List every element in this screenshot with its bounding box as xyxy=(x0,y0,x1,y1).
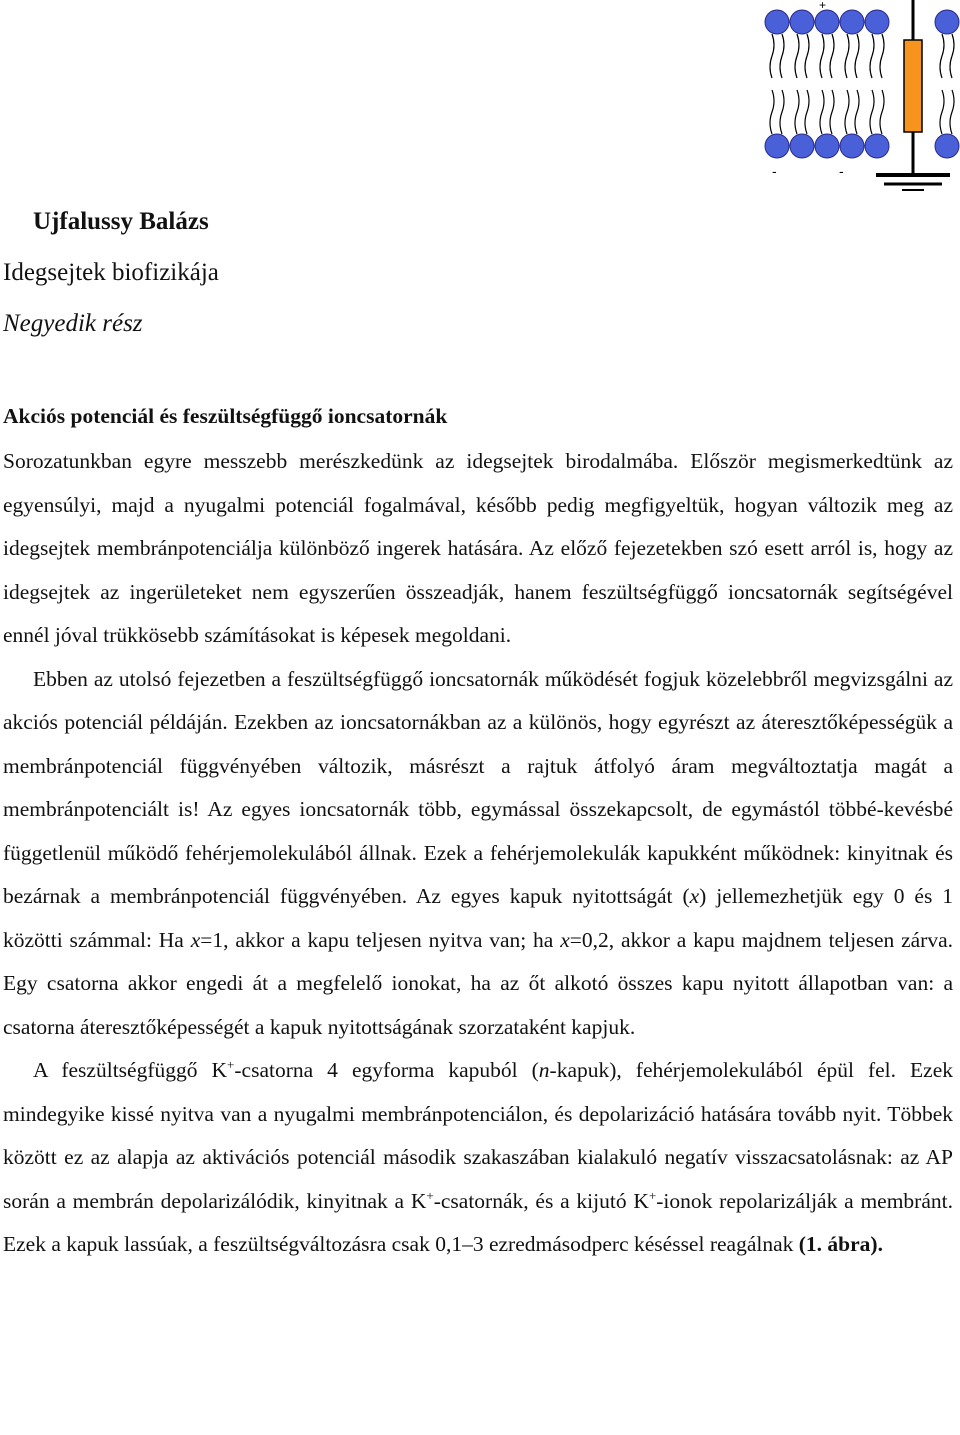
lipid-tail xyxy=(830,34,834,78)
series-title: Idegsejtek biofizikája xyxy=(3,259,219,286)
lipid-head xyxy=(840,10,864,34)
lipid-head xyxy=(765,10,789,34)
ion-channel-box xyxy=(904,40,922,132)
lipid-head xyxy=(790,134,814,158)
lipid-tail xyxy=(805,90,809,134)
lipid-tail xyxy=(845,34,849,78)
figure-reference: (1. ábra). xyxy=(798,1232,883,1256)
lipid-tail xyxy=(870,34,874,78)
lipid-head xyxy=(765,134,789,158)
lipid-head xyxy=(865,10,889,34)
lipid-tail xyxy=(805,34,809,78)
lipid-tail xyxy=(780,34,784,78)
lipid-tail xyxy=(855,90,859,134)
lipid-head xyxy=(840,134,864,158)
paragraph-2: Ebben az utolsó fejezetben a feszültségfüggő ioncsatornák működését fogjuk közelebbről megvizsgálni az akciós potenciál példáján. Ezekben az ioncsatornákban az a különös, hogy egyrészt az áteresztőképességük a membránpotenciál függvényében változik, másrészt a rajtuk átfolyó áram megváltoztatja magát a membránpotenciált is! Az egyes ioncsatornák több, egymással összekapcsolt, de egymástól többé-kevésbé függetlenül működő fehérjemolekulából állnak. Ezek a fehérjemolekulák kapukként működnek: kinyitnak és bezárnak a membránpotenciál függvényében. Az egyes kapuk nyitottságát (x) jellemezhetjük egy 0 és 1 közötti számmal: Ha x=1, akkor a kapu teljesen nyitva van; ha x=0,2, akkor a kapu majdnem teljesen zárva. Egy csatorna akkor engedi át a megfelelő ionokat, ha az őt alkotó összes kapu nyitott állapotban van: a csatorna áteresztőképességét a kapuk nyitottságának szorzataként kapjuk. xyxy=(3,666,953,1039)
lipid-tail xyxy=(950,90,954,134)
lipid-tail xyxy=(820,90,824,134)
body-text xyxy=(3,440,953,1267)
lipid-head xyxy=(865,134,889,158)
lipid-tail xyxy=(880,90,884,134)
minus-sign-2: - xyxy=(839,163,844,179)
minus-sign-1: - xyxy=(772,163,777,179)
lipid-head xyxy=(815,134,839,158)
section-title: Akciós potenciál és feszültségfüggő ioncsatornák xyxy=(3,404,448,428)
lipid-tail xyxy=(780,90,784,134)
lipid-head xyxy=(935,134,959,158)
lipid-tail xyxy=(770,34,774,78)
lipid-tail xyxy=(855,34,859,78)
paragraph-1: Sorozatunkban egyre messzebb merészkedünk az idegsejtek birodalmába. Először megismerkedtünk az egyensúlyi, majd a nyugalmi potenciál fogalmával, később pedig megfigyeltük, hogyan változik meg az idegsejtek membránpotenciálja különböző ingerek hatására. Az előző fejezetekben szó esett arról is, hogy az idegsejtek az ingerületeket nem egyszerűen összeadják, hanem feszültségfüggő ioncsatornák segítségével ennél jóval trükkösebb számításokat is képesek megoldani. xyxy=(3,449,953,647)
lipid-head xyxy=(935,10,959,34)
membrane-logo xyxy=(764,0,960,192)
paragraph-3: A feszültségfüggő K+-csatorna 4 egyforma kapuból (n-kapuk), fehérjemolekulából épül fel. Ezek mindegyike kissé nyitva van a nyugalmi membránpotenciálon, és depolarizáció hatására tovább nyit. Többek között ez az alapja az aktivációs potenciál második szakaszában kialakuló negatív visszacsatolásnak: az AP során a membrán depolarizálódik, kinyitnak a K+-csatornák, és a kijutó K+-ionok repolarizálják a membránt. Ezek a kapuk lassúak, a feszültségváltozásra csak 0,1–3 ezredmásodperc késéssel reagálnak (1. ábra). xyxy=(3,1057,954,1256)
lipid-tail xyxy=(940,90,944,134)
lipid-tail xyxy=(770,90,774,134)
lipid-tail xyxy=(950,34,954,78)
lipid-tail xyxy=(940,34,944,78)
membrane-ion-channel-icon xyxy=(764,0,960,192)
plus-sign: + xyxy=(819,0,827,12)
lipid-tail xyxy=(870,90,874,134)
lipid-tail xyxy=(845,90,849,134)
lipid-tail xyxy=(820,34,824,78)
lipid-tail xyxy=(830,90,834,134)
part-subtitle: Negyedik rész xyxy=(3,310,143,337)
lipid-tail xyxy=(795,34,799,78)
lipid-head xyxy=(790,10,814,34)
author-name: Ujfalussy Balázs xyxy=(33,208,209,235)
lipid-tail xyxy=(795,90,799,134)
lipid-tail xyxy=(880,34,884,78)
lipid-head xyxy=(815,10,839,34)
